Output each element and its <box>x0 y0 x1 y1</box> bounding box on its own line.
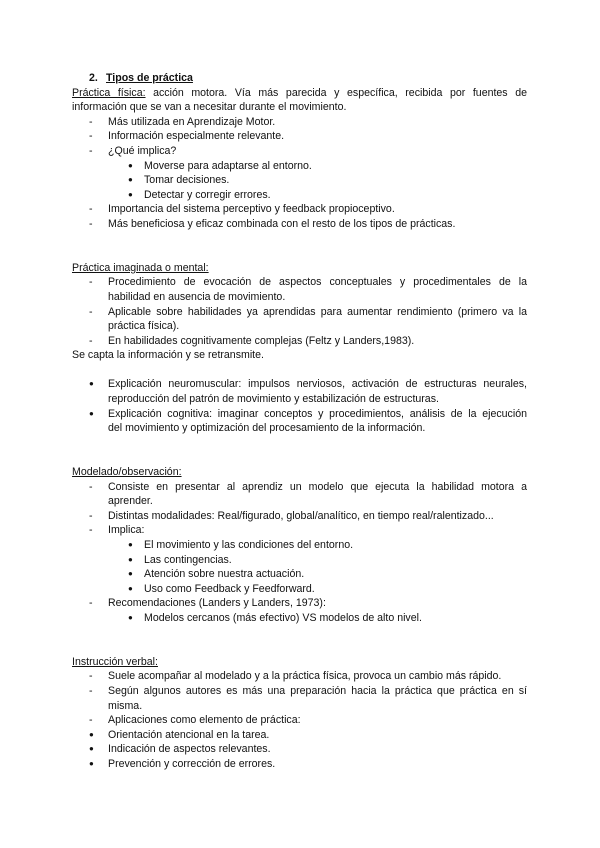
dash-marker: - <box>89 509 93 522</box>
bullet-item <box>72 377 527 392</box>
list-item-text: ¿Qué implica? <box>108 144 177 157</box>
list-item-text: Información especialmente relevante. <box>108 130 285 143</box>
bullet-icon: ● <box>128 189 133 199</box>
list-item <box>72 305 527 320</box>
dash-marker: - <box>89 597 93 610</box>
dash-marker: - <box>89 115 93 128</box>
section-title: Tipos de práctica <box>106 72 193 84</box>
list-item-text: Procedimiento de evocación de aspectos conceptuales y procedimentales de la <box>108 276 527 289</box>
bullet-icon: ● <box>128 175 133 185</box>
list-item-text: Importancia del sistema perceptivo y feedback propioceptivo. <box>108 203 395 216</box>
bullet-item-text: del movimiento y optimización del procesamiento de la información. <box>108 422 426 435</box>
list-item-continuation <box>72 290 527 305</box>
list-item <box>72 713 527 728</box>
list-item <box>72 115 527 130</box>
sub-list-item <box>72 553 527 568</box>
dash-marker: - <box>89 670 93 683</box>
list-item-text: Consiste en presentar al aprendiz un modelo que ejecuta la habilidad motora a <box>108 480 527 493</box>
bullet-item <box>72 757 527 772</box>
list-item-text: Suele acompañar al modelado y a la práctica física, provoca un cambio más rápido. <box>108 670 502 683</box>
sub-list-item <box>72 538 527 553</box>
sub-list-item-text: Tomar decisiones. <box>144 174 230 187</box>
bullet-icon: ● <box>128 554 133 564</box>
bullet-item-continuation <box>72 421 527 436</box>
bullet-item <box>72 728 527 743</box>
sub-list-item-text: Las contingencias. <box>144 553 232 566</box>
bullet-icon: ● <box>128 583 133 593</box>
list-item <box>72 202 527 217</box>
list-item-continuation <box>72 494 527 509</box>
imaginada-label: Práctica imaginada o mental: <box>72 261 209 274</box>
dash-marker: - <box>89 217 93 230</box>
list-item <box>72 684 527 699</box>
list-item-text: Aplicaciones como elemento de práctica: <box>108 714 301 727</box>
list-item-text: En habilidades cognitivamente complejas (Feltz y Landers,1983). <box>108 334 415 347</box>
bullet-item-continuation <box>72 392 527 407</box>
list-item-text: Recomendaciones (Landers y Landers, 1973): <box>108 597 326 610</box>
sub-list-item-text: Moverse para adaptarse al entorno. <box>144 159 312 172</box>
dash-marker: - <box>89 130 93 143</box>
dash-marker: - <box>89 305 93 318</box>
bullet-icon: ● <box>128 569 133 579</box>
bullet-icon: ● <box>89 729 94 739</box>
bullet-icon: ● <box>89 744 94 754</box>
fisica-intro-line-2: información que se van a necesitar durante el movimiento. <box>72 101 347 114</box>
bullet-icon: ● <box>128 612 133 622</box>
list-item <box>72 480 527 495</box>
dash-marker: - <box>89 203 93 216</box>
sub-list-item-text: Uso como Feedback y Feedforward. <box>144 582 315 595</box>
sub-list-item-text: Detectar y corregir errores. <box>144 188 271 201</box>
dash-marker: - <box>89 144 93 157</box>
list-item-text: Implica: <box>108 524 145 537</box>
dash-marker: - <box>89 334 93 347</box>
bullet-item-text: Explicación cognitiva: imaginar conceptos y procedimientos, análisis de la ejecución <box>108 407 527 420</box>
sub-list-item <box>72 567 527 582</box>
list-item <box>72 334 527 349</box>
list-item-text: Según algunos autores es más una preparación hacia la práctica que práctica en sí <box>108 684 527 697</box>
list-item-text: habilidad en ausencia de movimiento. <box>108 290 286 303</box>
sub-list-item <box>72 173 527 188</box>
document-page <box>72 71 527 772</box>
list-item-text: práctica física). <box>108 320 180 333</box>
bullet-icon: ● <box>89 758 94 768</box>
list-item <box>72 523 527 538</box>
bullet-icon: ● <box>128 540 133 549</box>
dash-marker: - <box>89 276 93 289</box>
list-item-text: Más beneficiosa y eficaz combinada con el resto de los tipos de prácticas. <box>108 217 456 230</box>
bullet-item-text: Orientación atencional en la tarea. <box>108 728 270 741</box>
bullet-icon: ● <box>89 379 94 389</box>
list-item-continuation <box>72 699 527 714</box>
modelado-label: Modelado/observación: <box>72 466 182 479</box>
list-item <box>72 217 527 232</box>
bullet-item <box>72 407 527 422</box>
list-item <box>72 144 527 159</box>
fisica-intro-text-1: acción motora. Vía más parecida y específica, recibida por fuentes de <box>145 86 527 99</box>
sub-list-item <box>72 582 527 597</box>
bullet-item-text: Explicación neuromuscular: impulsos nerviosos, activación de estructuras neurales, <box>108 378 527 391</box>
list-item-continuation <box>72 319 527 334</box>
imaginada-note: Se capta la información y se retransmite. <box>72 349 264 362</box>
bullet-icon: ● <box>128 160 133 170</box>
verbal-label: Instrucción verbal: <box>72 655 158 668</box>
bullet-item-text: reproducción del patrón de movimiento y estabilización de estructuras. <box>108 393 439 406</box>
bullet-item <box>72 742 527 757</box>
list-item-text: Más utilizada en Aprendizaje Motor. <box>108 115 276 128</box>
bullet-item-text: Indicación de aspectos relevantes. <box>108 743 271 756</box>
bullet-item-text: Prevención y corrección de errores. <box>108 757 276 770</box>
fisica-label: Práctica física: <box>72 86 146 99</box>
sub-list-item <box>72 188 527 203</box>
list-item-text: aprender. <box>108 495 153 508</box>
sub-list-item <box>72 159 527 174</box>
section-number: 2. <box>89 72 98 84</box>
list-item-text: misma. <box>108 699 143 712</box>
list-item-text: Aplicable sobre habilidades ya aprendidas para aumentar rendimiento (primero va la <box>108 305 527 318</box>
list-item-text: Distintas modalidades: Real/figurado, global/analítico, en tiempo real/ralentizado... <box>108 509 494 522</box>
sub-list-item-text: Modelos cercanos (más efectivo) VS modelos de alto nivel. <box>144 611 422 624</box>
list-item <box>72 596 527 611</box>
dash-marker: - <box>89 684 93 697</box>
sub-list-item-text: El movimiento y las condiciones del entorno. <box>144 539 354 551</box>
fisica-intro-line-1 <box>72 86 527 101</box>
list-item <box>72 275 527 290</box>
dash-marker: - <box>89 524 93 537</box>
dash-marker: - <box>89 714 93 727</box>
list-item <box>72 669 527 684</box>
list-item <box>72 129 527 144</box>
list-item <box>72 509 527 524</box>
sub-list-item-text: Atención sobre nuestra actuación. <box>144 568 305 581</box>
section-heading <box>89 71 527 86</box>
sub-list-item <box>72 611 527 626</box>
bullet-icon: ● <box>89 408 94 418</box>
dash-marker: - <box>89 480 93 493</box>
